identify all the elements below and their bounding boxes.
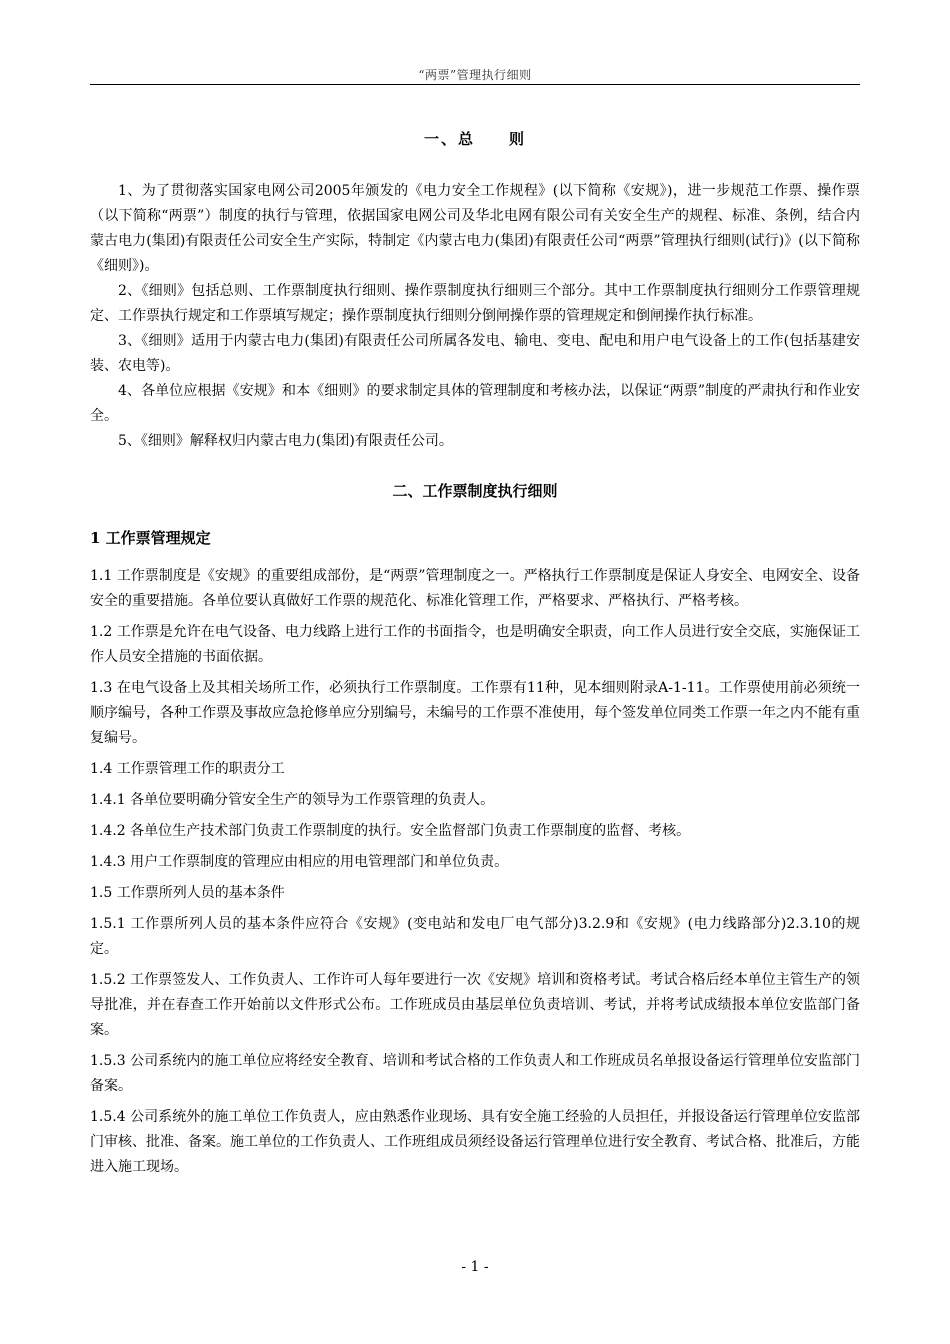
clause-item: 1.4.1 各单位要明确分管安全生产的领导为工作票管理的负责人。 bbox=[90, 792, 495, 808]
clause-item: 1.5.2 工作票签发人、工作负责人、工作许可人每年要进行一次《安规》培训和资格考试。考试合格后经本单位主管生产的领导批准，并在春查工作开始前以文件形式公布。工作班成员由基层单位负责培训、考试，并将考试成绩报本单位安监部门备案。 bbox=[90, 972, 860, 1038]
clause-item: 1.4.3 用户工作票制度的管理应由相应的用电管理部门和单位负责。 bbox=[90, 854, 509, 870]
section-1-title: 一、总 则 bbox=[423, 130, 526, 148]
clause-item: 1.4.2 各单位生产技术部门负责工作票制度的执行。安全监督部门负责工作票制度的监督、考核。 bbox=[90, 823, 691, 839]
document-body bbox=[90, 122, 860, 1186]
subsection-title: 1 工作票管理规定 bbox=[90, 529, 211, 547]
header-rule bbox=[90, 84, 860, 85]
clause-item: 1.5.3 公司系统内的施工单位应将经安全教育、培训和考试合格的工作负责人和工作班成员名单报设备运行管理单位安监部门备案。 bbox=[90, 1053, 860, 1094]
clause-item: 1.3 在电气设备上及其相关场所工作，必须执行工作票制度。工作票有11种，见本细则附录A-1-11。工作票使用前必须统一顺序编号，各种工作票及事故应急抢修单应分别编号，未编号的工作票不准使用，每个签发单位同类工作票一年之内不能有重复编号。 bbox=[90, 680, 860, 746]
section-1-paragraph: 3、《细则》适用于内蒙古电力(集团)有限责任公司所属各发电、输电、变电、配电和用户电气设备上的工作(包括基建安装、农电等)。 bbox=[90, 333, 860, 374]
section-1-paragraph: 4、各单位应根据《安规》和本《细则》的要求制定具体的管理制度和考核办法，以保证“两票”制度的严肃执行和作业安全。 bbox=[90, 383, 860, 424]
page-number: - 1 - bbox=[461, 1259, 489, 1275]
clause-item: 1.5 工作票所列人员的基本条件 bbox=[90, 885, 285, 901]
section-1-paragraph: 5、《细则》解释权归内蒙古电力(集团)有限责任公司。 bbox=[118, 433, 453, 449]
section-2-title: 二、工作票制度执行细则 bbox=[392, 482, 558, 500]
clause-item: 1.2 工作票是允许在电气设备、电力线路上进行工作的书面指令，也是明确安全职责，向工作人员进行安全交底，实施保证工作人员安全措施的书面依据。 bbox=[90, 624, 860, 665]
section-1-paragraph: 1、为了贯彻落实国家电网公司2005年颁发的《电力安全工作规程》(以下简称《安规》)，进一步规范工作票、操作票（以下简称“两票”）制度的执行与管理，依据国家电网公司及华北电网有限公司有关安全生产的规程、标准、条例，结合内蒙古电力(集团)有限责任公司安全生产实际，特制定《内蒙古电力(集团)有限责任公司“两票”管理执行细则(试行)》(以下简称《细则》)。 bbox=[90, 183, 860, 274]
clause-item: 1.5.1 工作票所列人员的基本条件应符合《安规》(变电站和发电厂电气部分)3.2.9和《安规》(电力线路部分)2.3.10的规定。 bbox=[90, 916, 860, 957]
clause-item: 1.1 工作票制度是《安规》的重要组成部份，是“两票”管理制度之一。严格执行工作票制度是保证人身安全、电网安全、设备安全的重要措施。各单位要认真做好工作票的规范化、标准化管理工作，严格要求、严格执行、严格考核。 bbox=[90, 568, 860, 609]
clause-item: 1.4 工作票管理工作的职责分工 bbox=[90, 761, 285, 777]
clause-item: 1.5.4 公司系统外的施工单位工作负责人，应由熟悉作业现场、具有安全施工经验的人员担任，并报设备运行管理单位安监部门审核、批准、备案。施工单位的工作负责人、工作班组成员须经设备运行管理单位进行安全教育、考试合格、批准后，方能进入施工现场。 bbox=[90, 1109, 860, 1175]
running-header: “两票”管理执行细则 bbox=[418, 68, 532, 82]
section-1-paragraph: 2、《细则》包括总则、工作票制度执行细则、操作票制度执行细则三个部分。其中工作票制度执行细则分工作票管理规定、工作票执行规定和工作票填写规定；操作票制度执行细则分倒闸操作票的管理规定和倒闸操作执行标准。 bbox=[90, 283, 860, 324]
